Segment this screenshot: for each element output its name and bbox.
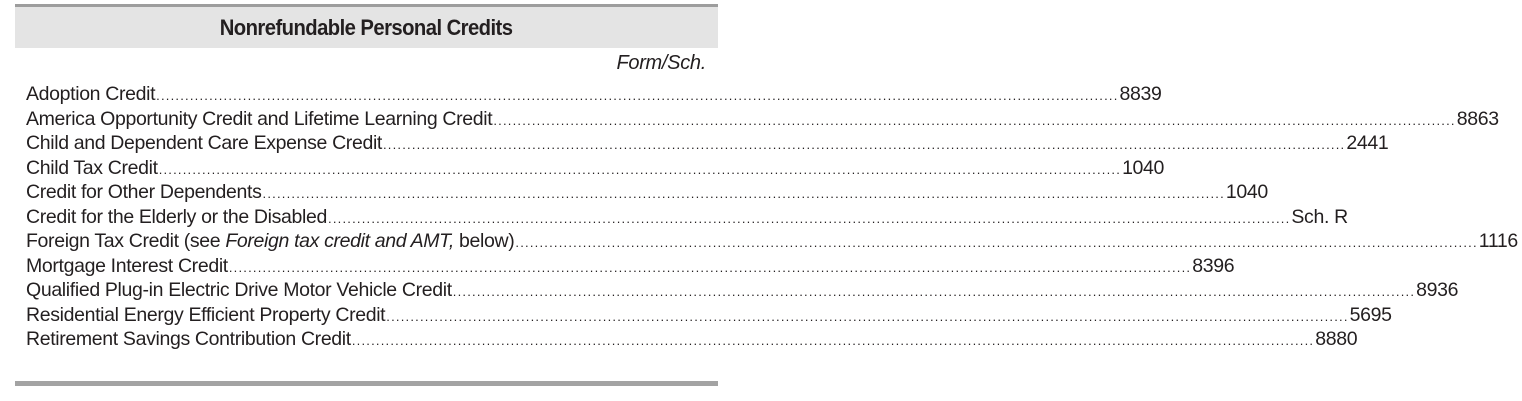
form-number: 1116 — [1478, 230, 1518, 252]
credit-name: Retirement Savings Contribution Credit — [26, 328, 351, 350]
table-row — [26, 180, 1268, 205]
credit-name-prefix: Foreign Tax Credit (see — [26, 230, 226, 252]
cross-reference: Foreign tax credit and AMT, — [225, 230, 454, 252]
dot-leader: ........................................................................................................................................................................................................ — [156, 88, 1119, 103]
credits-table — [15, 4, 1518, 386]
dot-leader: ........................................................................................................................................................................................................ — [515, 235, 1478, 250]
credit-name: America Opportunity Credit and Lifetime Learning Credit — [26, 107, 493, 130]
dot-leader: ........................................................................................................................................................................................................ — [262, 186, 1225, 201]
table-header-band — [15, 7, 718, 48]
credit-name-suffix: below) — [453, 230, 515, 252]
form-number: 8839 — [1119, 83, 1162, 105]
form-number: 1040 — [1225, 181, 1268, 203]
form-number: 8396 — [1192, 254, 1235, 277]
dot-leader: ........................................................................................................................................................................................................ — [493, 112, 1456, 128]
form-number: 8863 — [1456, 107, 1499, 130]
form-number: 5695 — [1349, 303, 1392, 326]
dot-leader: ........................................................................................................................................................................................................ — [452, 284, 1416, 299]
dot-leader: ........................................................................................................................................................................................................ — [386, 308, 1349, 324]
form-number: Sch. R — [1291, 205, 1348, 228]
form-number: 8880 — [1315, 328, 1358, 350]
credit-name: Mortgage Interest Credit — [26, 254, 228, 277]
table-row — [26, 82, 1162, 107]
dot-leader: ........................................................................................................................................................................................................ — [158, 161, 1122, 177]
table-row — [26, 229, 1518, 254]
credit-name: Adoption Credit — [26, 83, 156, 105]
credit-name: Residential Energy Efficient Property Credit — [26, 303, 386, 326]
table-row — [26, 107, 1499, 132]
form-number: 2441 — [1346, 132, 1389, 154]
credit-name: Qualified Plug-in Electric Drive Motor Vehicle Credit — [26, 279, 452, 301]
credit-name: Child and Dependent Care Expense Credit — [26, 132, 382, 154]
credit-name: Credit for Other Dependents — [26, 181, 262, 203]
table-row — [26, 131, 1389, 156]
credit-name: Credit for the Elderly or the Disabled — [26, 205, 328, 228]
credit-name: Child Tax Credit — [26, 156, 158, 179]
table-title: Nonrefundable Personal Credits — [220, 14, 513, 40]
form-number: 1040 — [1122, 156, 1165, 179]
table-row — [26, 205, 1348, 230]
credit-name — [26, 229, 514, 254]
table-row — [26, 278, 1459, 303]
bottom-rule — [15, 381, 718, 386]
dot-leader: ........................................................................................................................................................................................................ — [351, 333, 1315, 348]
dot-leader: ........................................................................................................................................................................................................ — [328, 210, 1291, 226]
table-rows — [26, 82, 1518, 352]
dot-leader: ........................................................................................................................................................................................................ — [383, 137, 1346, 152]
dot-leader: ........................................................................................................................................................................................................ — [228, 259, 1192, 275]
table-row — [26, 254, 1235, 279]
table-row — [26, 156, 1165, 181]
table-row — [26, 327, 1358, 352]
table-row — [26, 303, 1392, 328]
form-number: 8936 — [1416, 279, 1459, 301]
form-column-header: Form/Sch. — [616, 52, 706, 74]
